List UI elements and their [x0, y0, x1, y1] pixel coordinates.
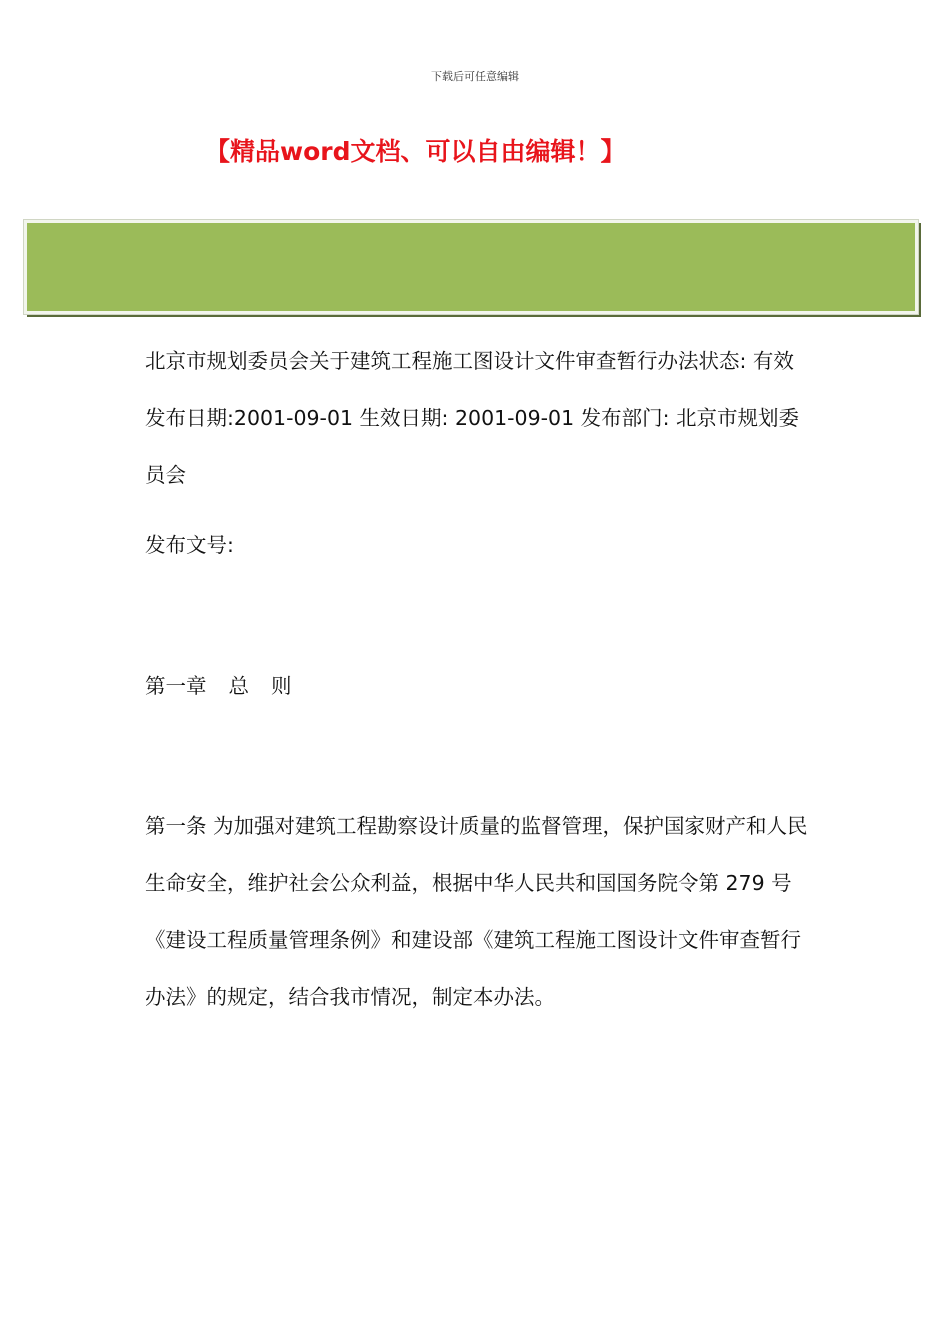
chapter-heading [145, 658, 810, 715]
regulation-meta-paragraph: 北京市规划委员会关于建筑工程施工图设计文件审查暂行办法状态: 有效 发布日期:2001-09-01 生效日期: 2001-09-01 发布部门: 北京市规划委员会 [145, 349, 800, 487]
banner-title: 【精品word文档、可以自由编辑！】 [205, 137, 626, 166]
article-1-paragraph: 第一条 为加强对建筑工程勘察设计质量的监督管理，保护国家财产和人民生命安全，维护社会公众利益，根据中华人民共和国国务院令第 279 号《建设工程质量管理条例》和建设部《建筑工程施工图设计文件审查暂行办法》的规定，结合我市情况，制定本办法。 [145, 814, 808, 1009]
chapter-title-part2: 则 [271, 674, 292, 698]
chapter-title-part1: 总 [228, 674, 249, 698]
page-header-note: 下载后可任意编辑 [431, 70, 519, 83]
doc-number-label: 发布文号: [145, 533, 234, 557]
decorative-green-banner [24, 220, 918, 314]
chapter-number: 第一章 [145, 674, 207, 698]
